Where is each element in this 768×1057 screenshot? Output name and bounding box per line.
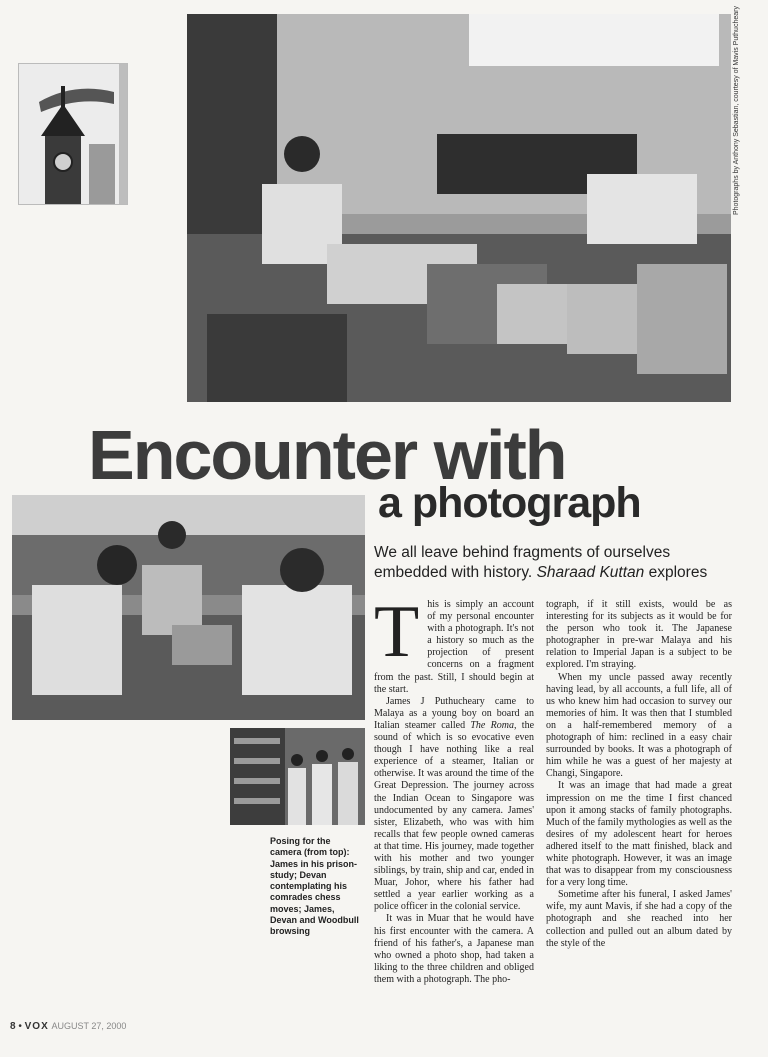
clock-tower-photo [18,63,128,205]
body-paragraph: his is simply an account of my personal encounter with a photograph. It's not a history so much as the projection of present concerns on a fragment from the past. Still, I should begin at the start. [374,599,534,695]
chess-game-photo [12,495,365,720]
prison-study-photo [187,14,731,402]
library-photo [230,728,365,825]
photo-credit: Photographs by Anthony Sebastian, courtesy of Mavis Puthucheary [733,6,740,215]
body-paragraph: It was an image that had made a great impression on me the time I first chanced upon it among stacks of family photographs. Much of the family mythologies as well as the desires of my adolescent heart for heroes adhered itself to the matt finished, black and white photograph. However, it was an image that was to disappear from my consciousness for a very long time. [546,780,732,889]
body-column-2 [546,599,732,950]
standfirst [374,543,746,583]
standfirst-text: We all leave behind fragments of ourselves embedded with history. [374,544,671,581]
body-paragraph: Sometime after his funeral, I asked James' wife, my aunt Mavis, if she had a copy of the photograph and she reached into her collection and pulled out an album dated by the style of the [546,889,732,949]
page-number: 8 [10,1021,16,1032]
issue-date: AUGUST 27, 2000 [51,1021,127,1031]
ship-name: The Roma [470,719,514,731]
page-footer [10,1021,126,1032]
body-paragraph: It was in Muar that he would have his first encounter with the camera. A friend of his father's, a Japanese man who owned a photo shop, had taken a liking to the three children and obliged them with a photograph. The pho- [374,913,534,985]
photo-caption: Posing for the camera (from top): James in his prison-study; Devan contemplating his comrades chess moves; James, Devan and Woodbull browsing [270,836,359,937]
drop-cap: T [374,591,420,673]
byline: Sharaad Kuttan [536,564,645,581]
body-paragraph: James J Puthucheary came to Malaya as a young boy on board an Italian steamer called The Roma, the sound of which is so evocative even though I have nothing like a real experience of a steamer, Italian or otherwise. It was around the time of the Great Depression. The journey across the Indian Ocean to Singapore was undocumented by any camera. James' sister, Elizabeth, who was with him recalls that few people owned cameras at that time. His journey, made together with his mother and two younger siblings, by train, ship and car, ended in Muar, Johor, where his father had settled a year earlier working as a police officer in the colonial service. [374,695,535,913]
subheadline: a photograph [378,479,641,527]
footer-bullet: • [18,1021,22,1032]
headline: Encounter with [88,416,566,494]
body-paragraph: tograph, if it still exists, would be as interesting for its subjects as it would be for the person who took it. The Japanese photographer in pre-war Malaya and his relation to Imperial Japan is a subject to be explored. I'm straying. [546,599,732,671]
magazine-name: VOX [24,1021,49,1032]
byline-suffix: explores [648,564,708,581]
body-paragraph: When my uncle passed away recently having lead, by all accounts, a full life, all of us who knew him had occasion to survey our memories of him. It was then that I stumbled on a half-remembered memory of a photograph of him: reclined in a easy chair surrounded by books. It was a photograph of him while he was a guest of her majesty at Changi, Singapore. [546,671,732,780]
body-column-1 [374,591,535,986]
